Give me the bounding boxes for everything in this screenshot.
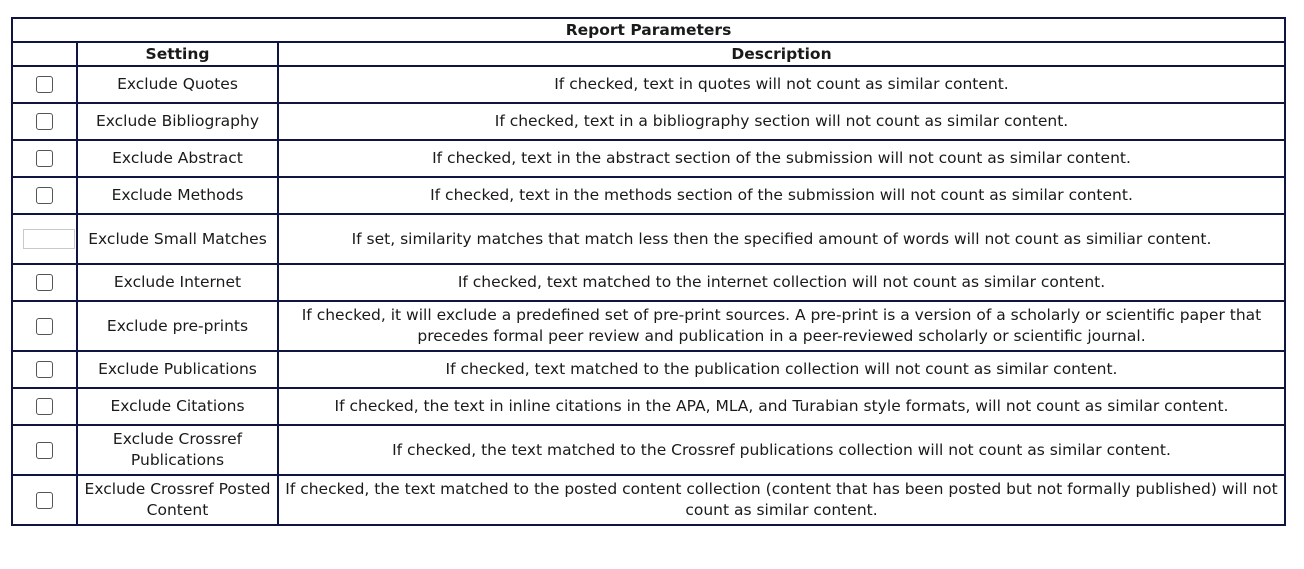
setting-label: Exclude Publications [77, 351, 278, 388]
exclude-preprints-checkbox[interactable] [36, 318, 53, 335]
header-checkbox [12, 42, 77, 66]
setting-label: Exclude Abstract [77, 140, 278, 177]
table-row [12, 351, 1285, 388]
table-row [12, 66, 1285, 103]
setting-description: If checked, text in a bibliography section will not count as similar content. [278, 103, 1285, 140]
setting-description: If checked, text in quotes will not count as similar content. [278, 66, 1285, 103]
table-title: Report Parameters [12, 18, 1285, 42]
setting-description: If checked, text matched to the internet collection will not count as similar content. [278, 264, 1285, 301]
exclude-quotes-checkbox[interactable] [36, 76, 53, 93]
setting-description: If checked, text in the methods section of the submission will not count as similar content. [278, 177, 1285, 214]
setting-label: Exclude Internet [77, 264, 278, 301]
exclude-publications-checkbox[interactable] [36, 361, 53, 378]
setting-label: Exclude Citations [77, 388, 278, 425]
report-parameters-table [11, 17, 1286, 526]
table-row [12, 214, 1285, 264]
header-description: Description [278, 42, 1285, 66]
table-row [12, 103, 1285, 140]
exclude-abstract-checkbox[interactable] [36, 150, 53, 167]
exclude-internet-checkbox[interactable] [36, 274, 53, 291]
exclude-crossref-posted-content-checkbox[interactable] [36, 492, 53, 509]
setting-label: Exclude Bibliography [77, 103, 278, 140]
small-matches-word-count-input[interactable] [23, 229, 75, 249]
setting-label: Exclude Methods [77, 177, 278, 214]
setting-description: If checked, the text matched to the Crossref publications collection will not count as similar content. [278, 425, 1285, 475]
setting-label: Exclude pre-prints [77, 301, 278, 351]
setting-description: If checked, text in the abstract section of the submission will not count as similar content. [278, 140, 1285, 177]
exclude-citations-checkbox[interactable] [36, 398, 53, 415]
setting-description: If checked, text matched to the publication collection will not count as similar content. [278, 351, 1285, 388]
table-row [12, 264, 1285, 301]
exclude-crossref-publications-checkbox[interactable] [36, 442, 53, 459]
setting-label: Exclude Quotes [77, 66, 278, 103]
setting-label: Exclude Crossref Posted Content [77, 475, 278, 525]
exclude-bibliography-checkbox[interactable] [36, 113, 53, 130]
header-setting: Setting [77, 42, 278, 66]
setting-label: Exclude Crossref Publications [77, 425, 278, 475]
setting-description: If checked, the text matched to the posted content collection (content that has been posted but not formally published) will not count as similar content. [278, 475, 1285, 525]
setting-description: If checked, the text in inline citations in the APA, MLA, and Turabian style formats, will not count as similar content. [278, 388, 1285, 425]
table-row [12, 388, 1285, 425]
table-row [12, 475, 1285, 525]
setting-label: Exclude Small Matches [77, 214, 278, 264]
table-row [12, 301, 1285, 351]
setting-description: If checked, it will exclude a predefined set of pre-print sources. A pre-print is a version of a scholarly or scientific paper that precedes formal peer review and publication in a peer-reviewed scholarly or scientific journal. [278, 301, 1285, 351]
setting-description: If set, similarity matches that match less then the specified amount of words will not count as similiar content. [278, 214, 1285, 264]
exclude-methods-checkbox[interactable] [36, 187, 53, 204]
table-row [12, 177, 1285, 214]
table-row [12, 425, 1285, 475]
table-row [12, 140, 1285, 177]
